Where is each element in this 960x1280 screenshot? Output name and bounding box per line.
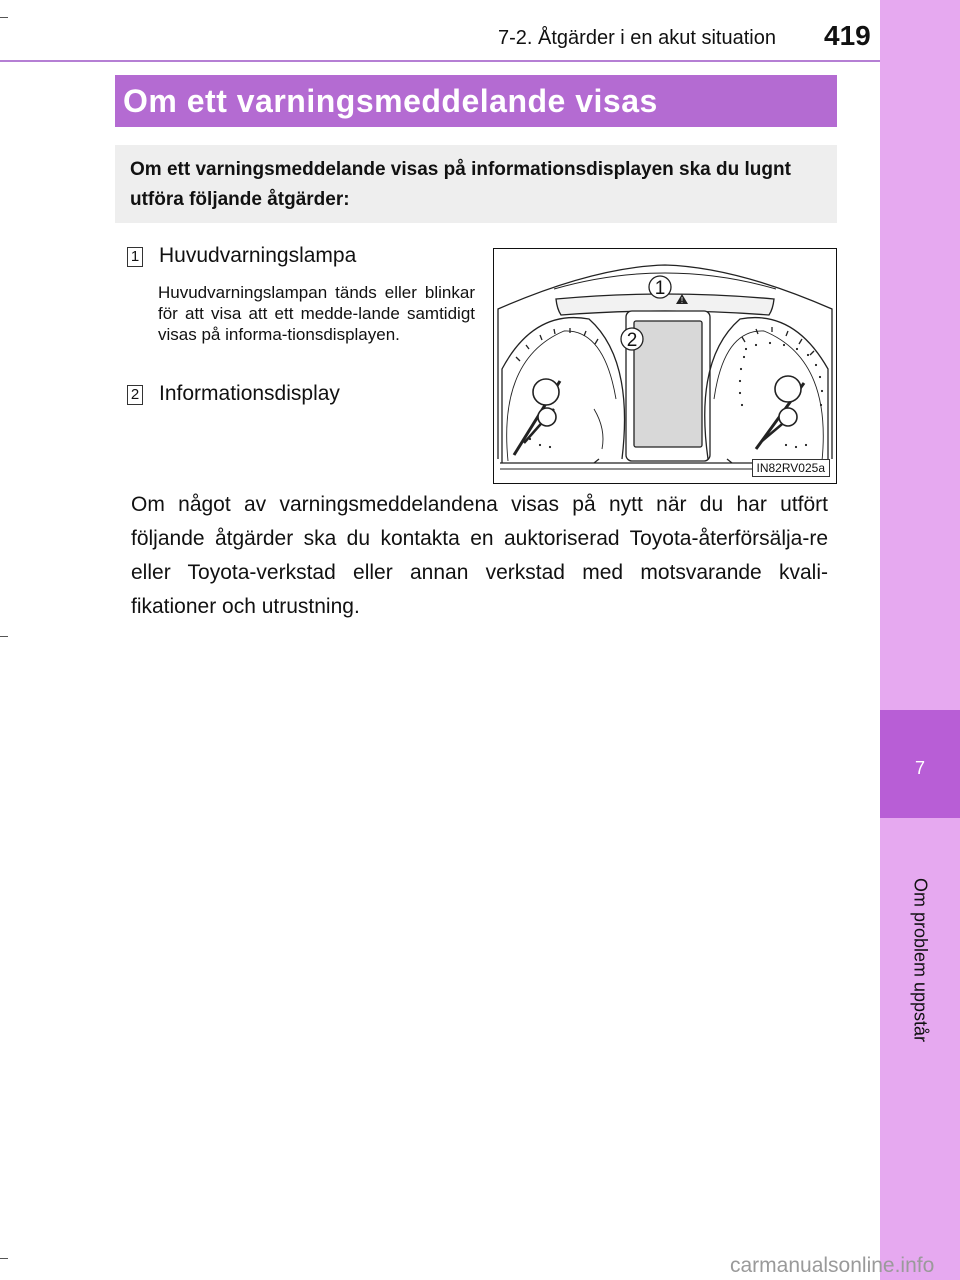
warning-symbol: !: [680, 296, 684, 305]
callout-1: 1: [654, 278, 666, 299]
crop-mark: [0, 17, 8, 18]
item-label: Huvudvarningslampa: [159, 244, 357, 267]
watermark: carmanualsonline.info: [730, 1254, 935, 1277]
crop-mark: [0, 1258, 8, 1259]
chapter-title: Om problem uppstår: [910, 877, 931, 1043]
item-label: Informationsdisplay: [159, 382, 340, 405]
body-paragraph: Om något av varningsmeddelandena visas på nytt när du har utfört följande åtgärder ska du kontakta en auktoriserad Toyota-återförsälja-re eller Toyota-verkstad eller annan verkstad med motsvarande kvali-fikationer och utrustning.: [131, 493, 828, 618]
side-tab: [880, 0, 960, 1280]
page-number: 419: [824, 20, 871, 51]
intro-box: Om ett varningsmeddelande visas på informationsdisplayen ska du lugnt utföra följande åtgärder:: [115, 145, 837, 223]
figure-code: IN82RV025a: [752, 459, 831, 477]
item-description: Huvudvarningslampan tänds eller blinkar för att visa att ett medde-lande samtidigt visas på informa-tionsdisplayen.: [158, 283, 475, 344]
chapter-number: 7: [914, 758, 925, 778]
section-title-banner: [115, 75, 837, 127]
item-number: 2: [127, 385, 143, 405]
section-title: Om ett varningsmeddelande visas: [123, 82, 658, 119]
instrument-cluster-figure: [493, 248, 837, 484]
crop-mark: [0, 636, 8, 637]
item-number: 1: [127, 247, 143, 267]
instrument-cluster-illustration: [494, 249, 836, 483]
header-rule: [0, 60, 880, 62]
running-header: 7-2. Åtgärder i en akut situation: [498, 27, 776, 49]
callout-2: 2: [626, 330, 638, 351]
